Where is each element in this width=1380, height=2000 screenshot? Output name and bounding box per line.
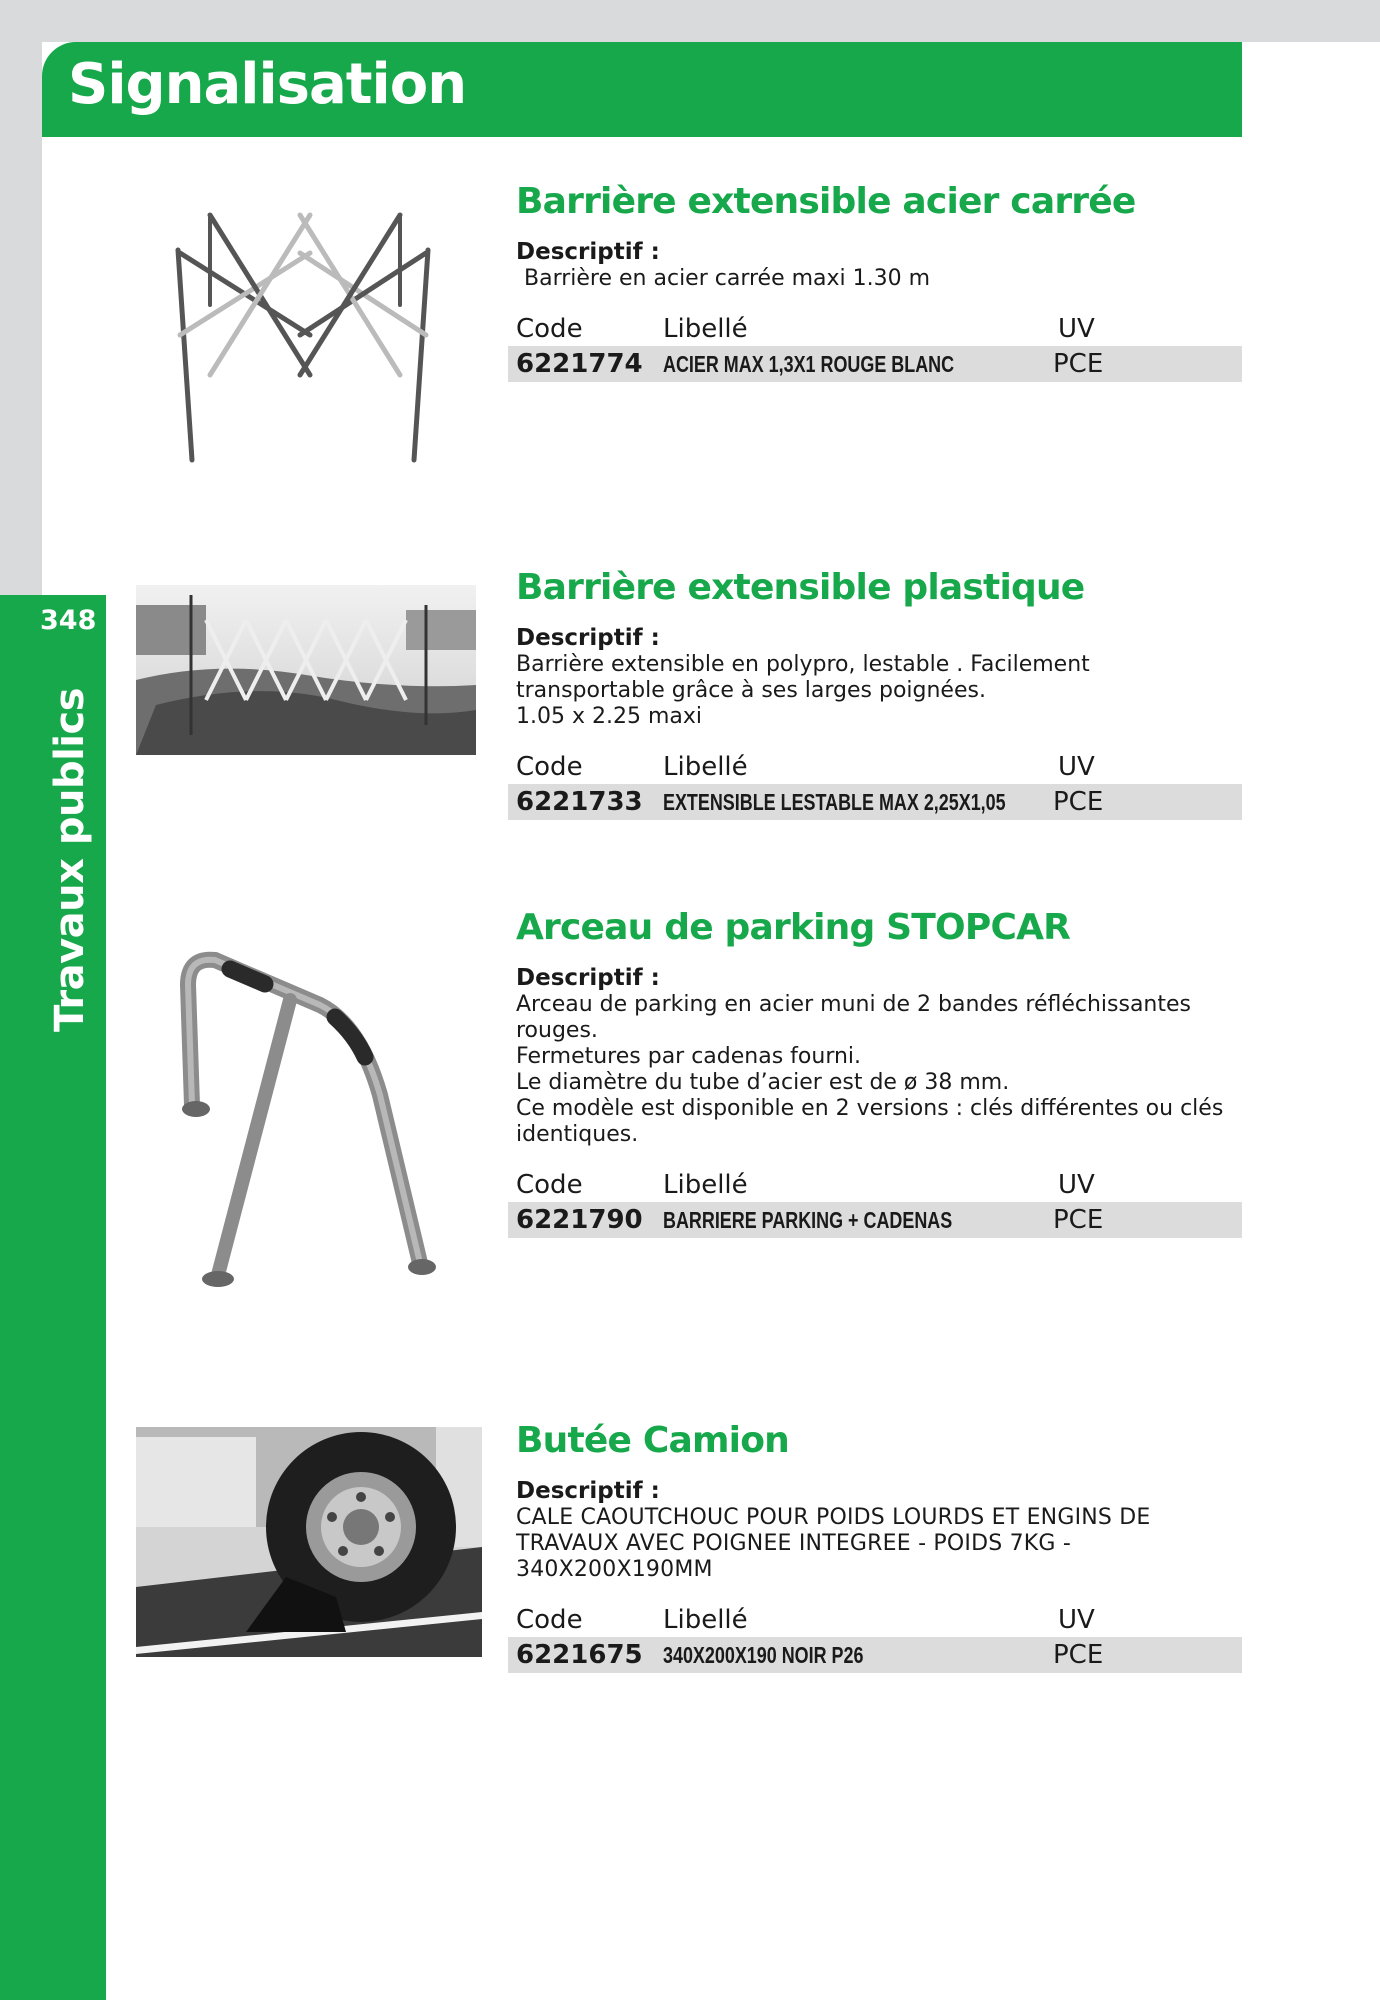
product-title: Barrière extensible plastique bbox=[516, 567, 1085, 608]
col-code: Code bbox=[516, 1605, 583, 1635]
product-code: 6221733 bbox=[516, 787, 643, 817]
left-grey-margin bbox=[0, 0, 42, 595]
parking-arch-image bbox=[170, 945, 460, 1295]
descriptif-label: Descriptif : bbox=[516, 965, 660, 991]
product-barriere-acier bbox=[516, 180, 1242, 382]
barrier-plastic-image bbox=[136, 585, 476, 755]
table-row bbox=[508, 1202, 1242, 1238]
col-code: Code bbox=[516, 1170, 583, 1200]
barrier-steel-image bbox=[170, 205, 440, 465]
col-libelle: Libellé bbox=[663, 1170, 748, 1200]
col-libelle: Libellé bbox=[663, 1605, 748, 1635]
page-title: Signalisation bbox=[68, 52, 467, 117]
product-uv: PCE bbox=[1053, 1640, 1104, 1670]
product-title: Barrière extensible acier carrée bbox=[516, 181, 1136, 222]
table-header bbox=[516, 752, 1242, 784]
col-uv: UV bbox=[1058, 314, 1095, 344]
truck-chock-image bbox=[136, 1427, 482, 1657]
product-arceau-parking bbox=[516, 906, 1242, 1238]
col-code: Code bbox=[516, 752, 583, 782]
product-description: Arceau de parking en acier muni de 2 bandes réfléchissantes rouges. Fermetures par cadenas fourni. Le diamètre du tube d’acier est de ø 38 mm. Ce modèle est disponible en 2 versions : clés différentes ou clés identiques. bbox=[516, 992, 1224, 1147]
product-libelle: ACIER MAX 1,3X1 ROUGE BLANC bbox=[663, 351, 955, 377]
table-header bbox=[516, 1170, 1242, 1202]
product-butee-camion bbox=[516, 1419, 1242, 1673]
descriptif-label: Descriptif : bbox=[516, 1478, 660, 1504]
table-row bbox=[508, 346, 1242, 382]
table-header bbox=[516, 1605, 1242, 1637]
product-title: Arceau de parking STOPCAR bbox=[516, 907, 1071, 948]
table-row bbox=[508, 784, 1242, 820]
col-libelle: Libellé bbox=[663, 314, 748, 344]
col-code: Code bbox=[516, 314, 583, 344]
col-uv: UV bbox=[1058, 1605, 1095, 1635]
header-bar bbox=[42, 42, 1242, 137]
product-libelle: EXTENSIBLE LESTABLE MAX 2,25X1,05 bbox=[663, 789, 1006, 815]
product-libelle: 340X200X190 NOIR P26 bbox=[663, 1642, 864, 1668]
page-number: 348 bbox=[40, 605, 97, 636]
descriptif-label: Descriptif : bbox=[516, 625, 660, 651]
product-uv: PCE bbox=[1053, 1205, 1104, 1235]
product-uv: PCE bbox=[1053, 787, 1104, 817]
table-header bbox=[516, 314, 1242, 346]
col-uv: UV bbox=[1058, 1170, 1095, 1200]
product-description: Barrière extensible en polypro, lestable . Facilement transportable grâce à ses larges poignées. 1.05 x 2.25 maxi bbox=[516, 652, 1090, 729]
col-uv: UV bbox=[1058, 752, 1095, 782]
product-title: Butée Camion bbox=[516, 1420, 789, 1461]
col-libelle: Libellé bbox=[663, 752, 748, 782]
table-row bbox=[508, 1637, 1242, 1673]
product-description: CALE CAOUTCHOUC POUR POIDS LOURDS ET ENGINS DE TRAVAUX AVEC POIGNEE INTEGREE - POIDS 7KG - 340X200X190MM bbox=[516, 1505, 1151, 1582]
top-strip bbox=[0, 0, 1380, 42]
product-uv: PCE bbox=[1053, 349, 1104, 379]
product-code: 6221675 bbox=[516, 1640, 643, 1670]
product-code: 6221790 bbox=[516, 1205, 643, 1235]
product-libelle: BARRIERE PARKING + CADENAS bbox=[663, 1207, 953, 1233]
descriptif-label: Descriptif : bbox=[516, 239, 660, 265]
product-code: 6221774 bbox=[516, 349, 643, 379]
product-description: Barrière en acier carrée maxi 1.30 m bbox=[524, 266, 931, 291]
section-label: Travaux publics bbox=[47, 687, 93, 1033]
product-barriere-plastique bbox=[516, 566, 1242, 820]
